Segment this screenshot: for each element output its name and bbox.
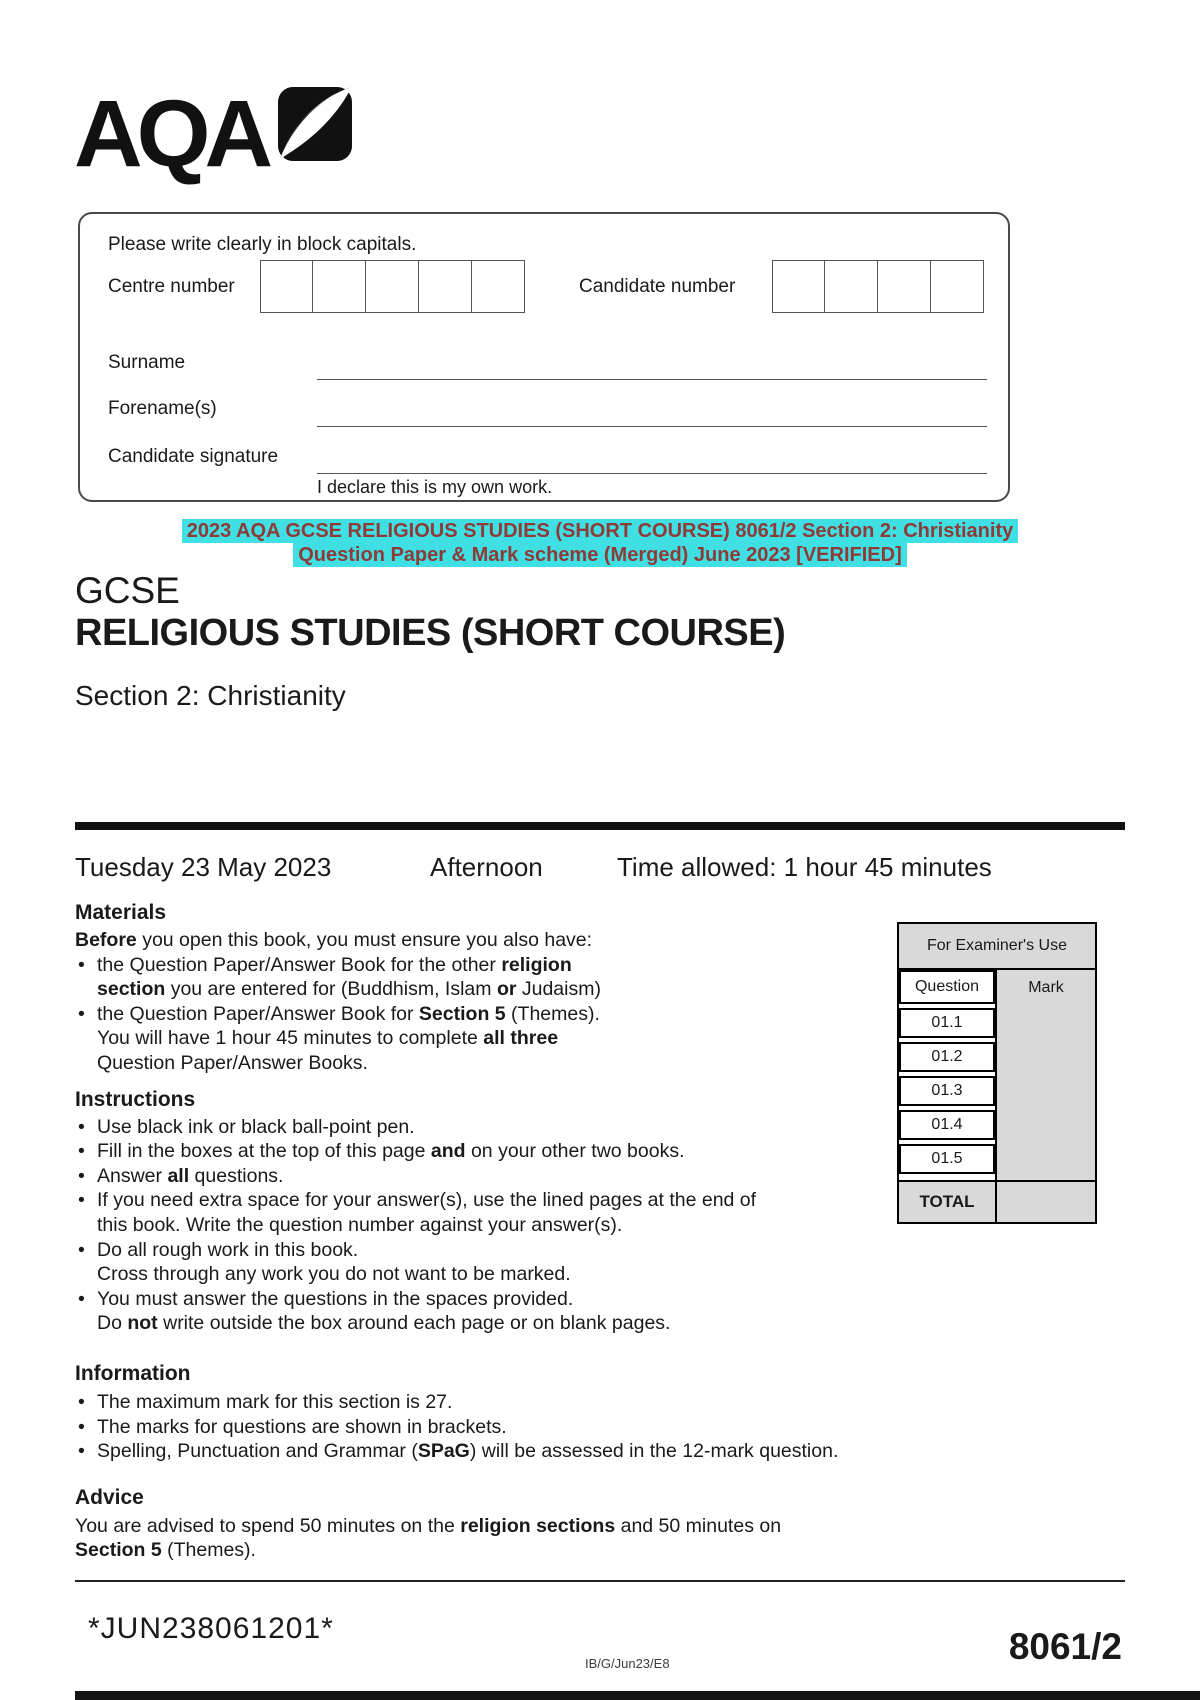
bottom-black-bar [75, 1691, 1200, 1700]
surname-label: Surname [108, 352, 186, 373]
text-line [75, 1213, 845, 1238]
centre-number-cell[interactable] [419, 260, 472, 313]
bullet-line [75, 1415, 845, 1440]
line-text [75, 929, 592, 951]
line-text [97, 1140, 685, 1162]
bullet-icon: • [78, 1287, 85, 1310]
text-segment: on your other two books. [465, 1140, 685, 1163]
line-text [97, 1027, 558, 1049]
bullet-icon: • [78, 1415, 85, 1438]
text-segment: Answer [97, 1164, 168, 1187]
bold-text-segment: religion sections [460, 1514, 616, 1537]
materials-lines [75, 928, 845, 1076]
bullet-line [75, 1287, 845, 1312]
bold-text-segment: Section 5 [75, 1539, 162, 1562]
advice-lines [75, 1514, 845, 1563]
bullet-line [75, 1439, 845, 1464]
text-line [75, 928, 845, 953]
question-number-cell: 01.3 [899, 1076, 995, 1106]
bullet-icon: • [78, 1440, 85, 1463]
text-segment: ) will be assessed in the 12-mark question. [469, 1440, 839, 1463]
bold-text-segment: Before [75, 929, 137, 951]
text-segment: you open this book, you must ensure you also have: [136, 929, 593, 951]
line-text [97, 978, 601, 1000]
thick-divider-rule [75, 822, 1125, 830]
time-allowed: Time allowed: 1 hour 45 minutes [617, 852, 992, 882]
text-segment: Spelling, Punctuation and Grammar ( [97, 1440, 418, 1463]
aqa-logo [74, 81, 353, 187]
bullet-icon: • [78, 1164, 85, 1187]
bullet-line [75, 1390, 845, 1415]
candidate-number-cell[interactable] [878, 260, 931, 313]
qualification-title: GCSE [75, 570, 180, 611]
candidate-number-cell[interactable] [825, 260, 878, 313]
text-segment: Do all rough work in this book. [97, 1238, 359, 1261]
bullet-line [75, 1115, 845, 1140]
text-line [75, 1051, 845, 1076]
question-number-cell: 01.2 [899, 1042, 995, 1072]
centre-number-cell[interactable] [366, 260, 419, 313]
line-text [97, 1189, 756, 1211]
text-segment: and 50 minutes on [615, 1514, 782, 1537]
text-segment: the Question Paper/Answer Book for the other [97, 953, 502, 976]
text-segment: this book. Write the question number against your answer(s). [97, 1213, 623, 1236]
footer-rule [75, 1580, 1125, 1582]
text-segment: The marks for questions are shown in brackets. [97, 1415, 507, 1438]
bullet-icon: • [78, 1390, 85, 1413]
line-text [97, 1003, 600, 1025]
text-segment: write outside the box around each page or on blank pages. [157, 1312, 671, 1335]
candidate-number-cells [772, 260, 984, 313]
line-text [97, 1440, 838, 1462]
bold-text-segment: section [97, 978, 166, 1001]
aqa-logo-text: AQA [74, 81, 268, 187]
question-number-cell: 01.4 [899, 1110, 995, 1140]
block-capitals-instruction: Please write clearly in block capitals. [108, 234, 417, 255]
bold-text-segment: not [127, 1312, 158, 1335]
centre-number-cell[interactable] [260, 260, 313, 313]
bullet-line [75, 1139, 845, 1164]
line-text [97, 1416, 507, 1438]
bullet-icon: • [78, 1189, 85, 1212]
section-title: Section 2: Christianity [75, 680, 346, 711]
line-text [97, 1263, 571, 1285]
text-line [75, 1026, 845, 1051]
instructions-lines [75, 1115, 845, 1336]
examiner-table-title: For Examiner's Use [899, 924, 1095, 970]
examiner-use-table [897, 922, 1097, 1224]
text-segment: Question Paper/Answer Books. [97, 1051, 368, 1074]
text-segment: You will have 1 hour 45 minutes to complete [97, 1027, 484, 1050]
line-text [97, 1391, 452, 1413]
line-text [97, 1239, 358, 1261]
bold-text-segment: Section 5 [418, 1002, 506, 1025]
bullet-line [75, 953, 845, 978]
barcode-text: *JUN238061201* [88, 1612, 334, 1645]
question-rows [899, 1008, 995, 1174]
bullet-line [75, 1164, 845, 1189]
line-text [97, 1052, 368, 1074]
text-segment: You are advised to spend 50 minutes on the [75, 1514, 461, 1537]
candidate-details-box [78, 212, 1010, 502]
question-column-header: Question [899, 970, 995, 1004]
bold-text-segment: all three [483, 1027, 559, 1050]
text-segment: Do [97, 1312, 128, 1335]
bullet-line [75, 1238, 845, 1263]
signature-input-line[interactable] [317, 473, 987, 474]
text-segment: you are entered for (Buddhism, Islam [165, 978, 497, 1001]
exam-date: Tuesday 23 May 2023 [75, 852, 332, 882]
question-column [899, 970, 997, 1180]
mark-column [997, 970, 1095, 1180]
text-segment: Judaism) [516, 978, 601, 1001]
text-segment: The maximum mark for this section is 27. [97, 1390, 453, 1413]
materials-heading: Materials [75, 901, 167, 924]
candidate-number-label: Candidate number [579, 276, 736, 297]
front-cover-text [75, 895, 845, 1563]
text-segment: questions. [189, 1164, 284, 1187]
text-segment: (Themes). [161, 1539, 256, 1562]
paper-code: 8061/2 [1008, 1626, 1122, 1667]
internal-reference: IB/G/Jun23/E8 [585, 1656, 670, 1671]
question-number-cell: 01.1 [899, 1008, 995, 1038]
text-line [75, 1311, 845, 1336]
highlight-line-2: Question Paper & Mark scheme (Merged) June 2023 [VERIFIED] [293, 543, 907, 567]
bullet-icon: • [78, 1115, 85, 1138]
text-segment: (Themes). [505, 1002, 600, 1025]
line-text [97, 1165, 283, 1187]
bold-text-segment: SPaG [417, 1440, 470, 1463]
bold-text-segment: all [167, 1164, 190, 1187]
forenames-input-line[interactable] [317, 426, 987, 427]
session-line [75, 852, 1125, 886]
surname-input-line[interactable] [317, 379, 987, 380]
text-segment: You must answer the questions in the spaces provided. [97, 1287, 574, 1310]
line-text [75, 1515, 781, 1562]
text-line [75, 1514, 845, 1563]
bold-text-segment: or [496, 978, 517, 1001]
centre-number-cells [260, 260, 525, 313]
candidate-number-cell[interactable] [931, 260, 984, 313]
highlight-banner [75, 519, 1125, 567]
text-line [75, 1262, 845, 1287]
information-lines [75, 1390, 845, 1464]
advice-heading: Advice [75, 1485, 144, 1509]
bold-text-segment: and [430, 1140, 466, 1163]
line-text [97, 1312, 670, 1334]
line-text [97, 954, 572, 976]
centre-number-cell[interactable] [313, 260, 366, 313]
bullet-line [75, 1188, 845, 1213]
bullet-icon: • [78, 1238, 85, 1261]
candidate-number-cell[interactable] [772, 260, 825, 313]
bullet-icon: • [78, 953, 85, 976]
text-segment: Fill in the boxes at the top of this page [97, 1140, 431, 1163]
information-heading: Information [75, 1361, 191, 1385]
bold-text-segment: religion [501, 953, 572, 976]
declaration-text: I declare this is my own work. [317, 477, 553, 497]
text-segment: Use black ink or black ball-point pen. [97, 1115, 415, 1138]
text-segment: If you need extra space for your answer(s), use the lined pages at the end of [97, 1189, 757, 1212]
text-line [75, 977, 845, 1002]
bullet-icon: • [78, 1140, 85, 1163]
line-text [97, 1214, 622, 1236]
exam-session: Afternoon [430, 852, 543, 882]
text-segment: Cross through any work you do not want to be marked. [97, 1263, 571, 1286]
forenames-label: Forename(s) [108, 398, 217, 419]
text-segment: the Question Paper/Answer Book for [97, 1002, 419, 1025]
line-text [97, 1288, 573, 1310]
subject-title: RELIGIOUS STUDIES (SHORT COURSE) [75, 612, 786, 654]
total-label: TOTAL [899, 1182, 997, 1222]
mark-column-header: Mark [1028, 979, 1064, 996]
centre-number-cell[interactable] [472, 260, 525, 313]
total-mark-cell [997, 1182, 1095, 1222]
question-number-cell: 01.5 [899, 1144, 995, 1174]
centre-number-label: Centre number [108, 276, 235, 297]
signature-label: Candidate signature [108, 446, 279, 467]
line-text [97, 1116, 415, 1138]
bullet-line [75, 1002, 845, 1027]
aqa-leaf-icon [277, 86, 353, 167]
highlight-line-1: 2023 AQA GCSE RELIGIOUS STUDIES (SHORT COURSE) 8061/2 Section 2: Christianity [182, 519, 1018, 543]
bullet-icon: • [78, 1002, 85, 1025]
instructions-heading: Instructions [75, 1087, 196, 1111]
